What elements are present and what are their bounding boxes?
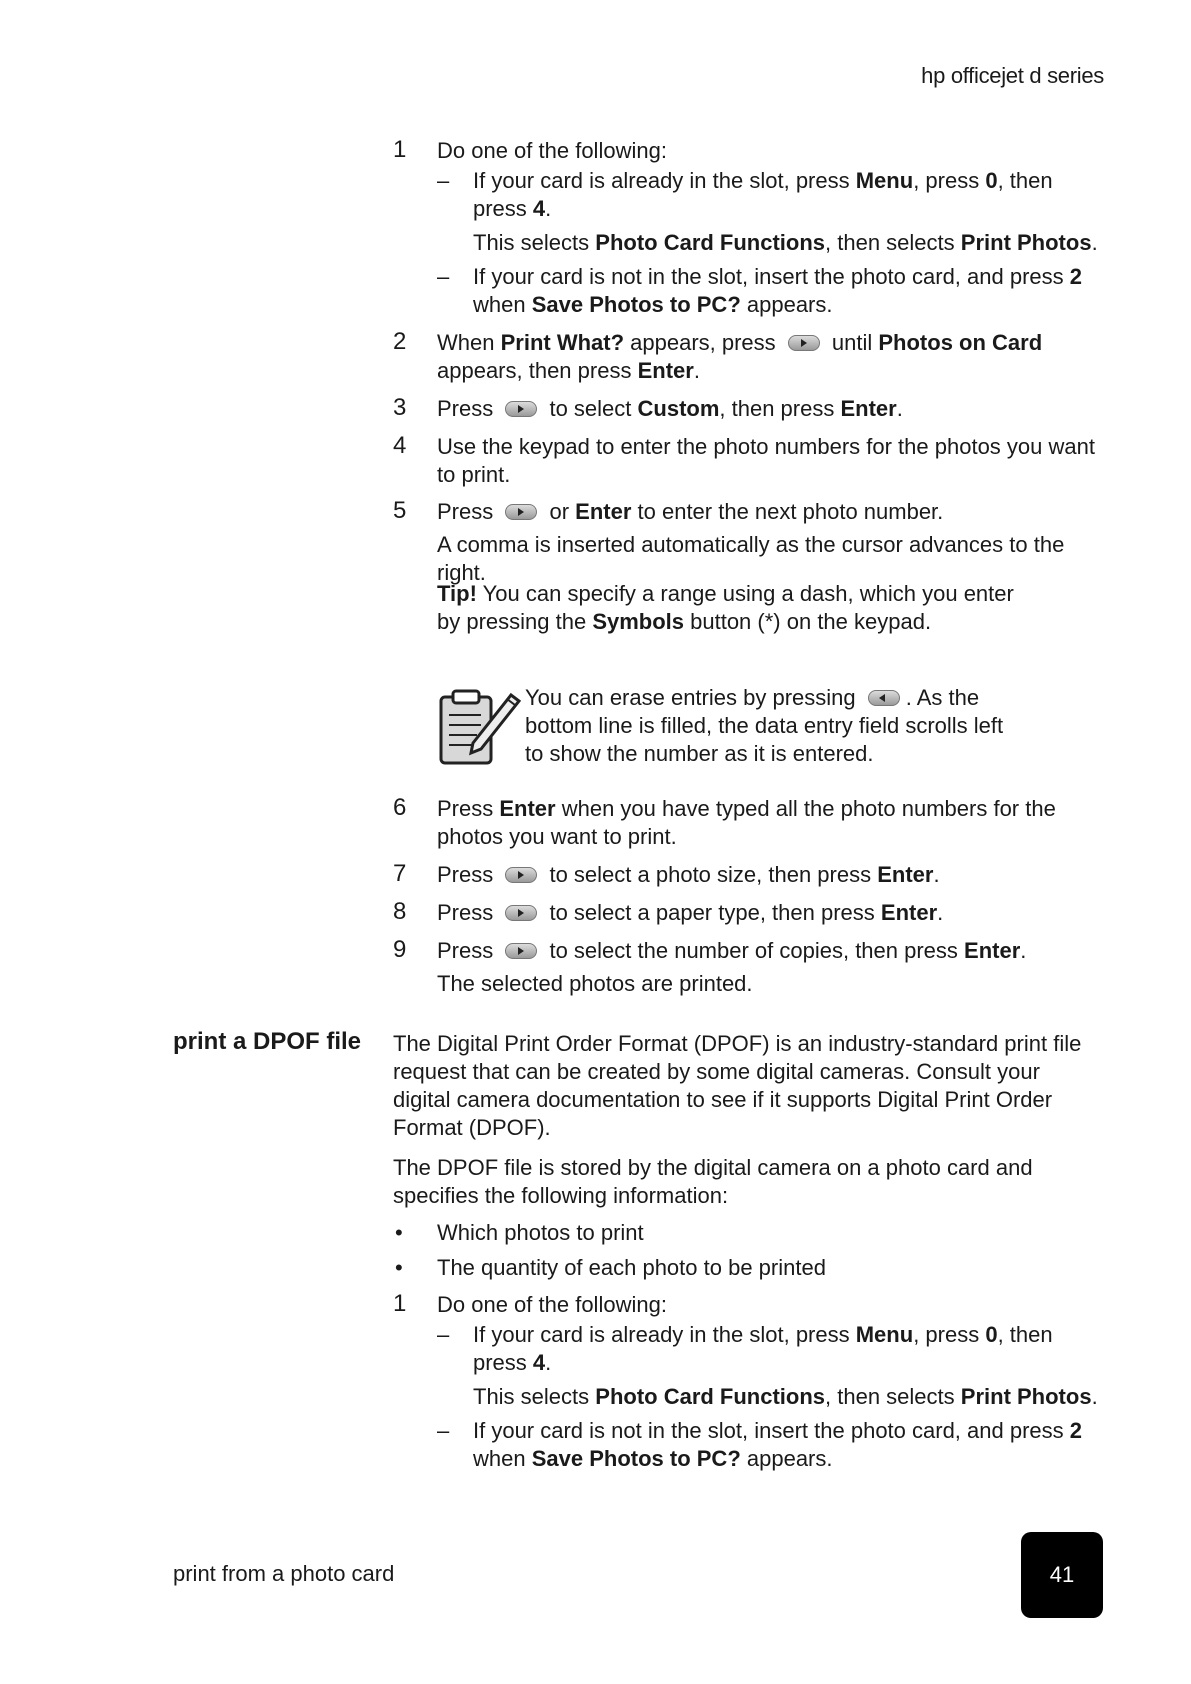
step-text: Use the keypad to enter the photo numbers for the photos you want to print. [437,434,1095,487]
right-arrow-button-icon [505,943,537,959]
bullet-marker: • [395,1220,403,1245]
step-text: When Print What? appears, press until Photos on Card appears, then press Enter. [437,330,1043,383]
step-number: 8 [393,898,407,925]
page-number: 41 [1021,1532,1103,1618]
bullet-item: The quantity of each photo to be printed [437,1255,826,1280]
step-text: Press to select Custom, then press Enter. [437,396,903,421]
left-arrow-button-icon [868,690,900,706]
step-number: 4 [393,432,407,459]
step-text: Press or Enter to enter the next photo number. [437,499,944,524]
right-arrow-button-icon [505,867,537,883]
running-header: hp officejet d series [921,63,1104,88]
right-arrow-button-icon [788,335,820,351]
substep-note: This selects Photo Card Functions, then selects Print Photos. [473,1384,1098,1409]
step-number: 5 [393,497,407,524]
tip-text: Tip! You can specify a range using a dash, which you enter by pressing the Symbols button (*) on the keypad. [437,581,1014,634]
step-note: The selected photos are printed. [437,971,753,996]
step-number: 3 [393,394,407,421]
step-note: A comma is inserted automatically as the cursor advances to the right. [437,532,1065,585]
step-number: 1 [393,136,407,163]
dash-marker: – [437,1418,450,1443]
paragraph: The Digital Print Order Format (DPOF) is an industry-standard print file request that can be created by some digital cameras. Consult your digital camera documentation to see if it supports Digital Print Order Format (DPOF). [393,1031,1082,1140]
step-number: 2 [393,328,407,355]
dash-marker: – [437,264,450,289]
step-number: 7 [393,860,407,887]
step-number: 6 [393,794,407,821]
substep-note: This selects Photo Card Functions, then selects Print Photos. [473,230,1098,255]
footer-section-title: print from a photo card [173,1561,395,1586]
right-arrow-button-icon [505,905,537,921]
step-text: Press Enter when you have typed all the photo numbers for the photos you want to print. [437,796,1056,849]
right-arrow-button-icon [505,401,537,417]
substep-text: If your card is not in the slot, insert the photo card, and press 2 when Save Photos to PC? appears. [473,264,1083,317]
step-text: Do one of the following: [437,138,667,163]
step-text: Press to select a photo size, then press Enter. [437,862,940,887]
step-text: Do one of the following: [437,1292,667,1317]
section-heading: print a DPOF file [173,1028,362,1055]
dash-marker: – [437,168,450,193]
bullet-item: Which photos to print [437,1220,644,1245]
step-number: 1 [393,1290,407,1317]
step-text: Press to select the number of copies, then press Enter. [437,938,1027,963]
dash-marker: – [437,1322,450,1347]
step-text: Press to select a paper type, then press Enter. [437,900,944,925]
bullet-marker: • [395,1255,403,1280]
substep-text: If your card is already in the slot, press Menu, press 0, then press 4. [473,168,1053,221]
paragraph: The DPOF file is stored by the digital camera on a photo card and specifies the following information: [393,1155,1033,1208]
step-number: 9 [393,936,407,963]
substep-text: If your card is already in the slot, press Menu, press 0, then press 4. [473,1322,1053,1375]
right-arrow-button-icon [505,504,537,520]
substep-text: If your card is not in the slot, insert the photo card, and press 2 when Save Photos to PC? appears. [473,1418,1083,1471]
note-clipboard-icon [437,683,523,769]
note-text: You can erase entries by pressing . As the bottom line is filled, the data entry field scrolls left to show the number as it is entered. [525,685,1004,766]
